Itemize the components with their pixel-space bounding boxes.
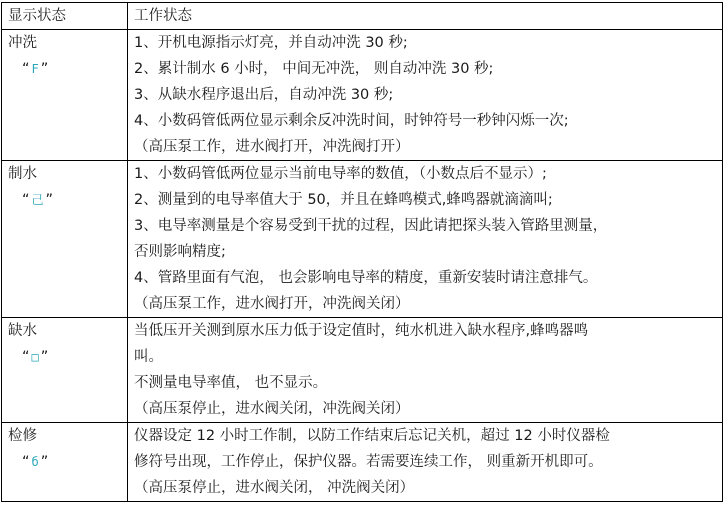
status-table <box>1 2 723 502</box>
status-cell <box>2 318 128 423</box>
description-line: （高压泵停止，进水阀关闭，冲洗阀关闭） <box>134 401 410 417</box>
header-work-status: 工作状态 <box>128 3 723 30</box>
display-code: “F” <box>22 61 51 77</box>
table-row <box>2 30 723 161</box>
description-line: 不测量电导率值， 也不显示。 <box>134 375 328 391</box>
status-cell <box>2 423 128 502</box>
table-row <box>2 318 723 423</box>
description-line: （高压泵停止，进水阀关闭， 冲洗阀关闭） <box>134 480 415 496</box>
status-cell <box>2 161 128 318</box>
description-cell <box>128 423 723 502</box>
description-line: 1、开机电源指示灯亮，并自动冲洗 30 秒; <box>134 35 408 51</box>
segment-glyph: □ <box>31 350 41 364</box>
table-row <box>2 161 723 318</box>
status-cell <box>2 30 128 161</box>
description-line: 2、累计制水 6 小时， 中间无冲洗， 则自动冲洗 30 秒; <box>134 61 494 77</box>
table-header-row <box>2 3 723 30</box>
display-code: “己” <box>22 192 56 208</box>
description-line: 当低压开关测到原水压力低于设定值时，纯水机进入缺水程序,蜂鸣器鸣 <box>134 323 589 339</box>
description-cell <box>128 161 723 318</box>
description-cell <box>128 30 723 161</box>
description-line: （高压泵工作，进水阀打开，冲洗阀关闭） <box>134 296 410 312</box>
description-cell <box>128 318 723 423</box>
status-name: 制水 <box>8 166 37 182</box>
description-line: 1、小数码管低两位显示当前电导率的数值，（小数点后不显示）; <box>134 166 547 182</box>
status-name: 检修 <box>8 428 37 444</box>
description-line: 3、电导率测量是个容易受到干扰的过程，因此请把探头装入管路里测量， <box>134 218 608 234</box>
status-name: 缺水 <box>8 323 37 339</box>
header-display-status: 显示状态 <box>2 3 128 30</box>
segment-glyph: 己 <box>31 193 46 207</box>
description-line: 叫。 <box>134 349 163 365</box>
table-row <box>2 423 723 502</box>
description-line: 2、测量到的电导率值大于 50，并且在蜂鸣模式,蜂鸣器就滴滴叫; <box>134 192 553 208</box>
description-line: 否则影响精度; <box>134 244 226 260</box>
segment-glyph: F <box>31 62 41 76</box>
description-line: 4、管路里面有气泡， 也会影响电导率的精度，重新安装时请注意排气。 <box>134 270 598 286</box>
display-code: “□” <box>22 349 51 365</box>
segment-glyph: б <box>31 455 41 469</box>
display-code: “б” <box>22 454 51 470</box>
description-line: 4、小数码管低两位显示剩余反冲洗时间，时钟符号一秒钟闪烁一次; <box>134 113 569 129</box>
description-line: （高压泵工作，进水阀打开，冲洗阀打开） <box>134 139 410 155</box>
description-line: 仪器设定 12 小时工作制，以防工作结束后忘记关机，超过 12 小时仪器检 <box>134 428 610 444</box>
status-name: 冲洗 <box>8 35 37 51</box>
description-line: 修符号出现，工作停止，保护仪器。若需要连续工作， 则重新开机即可。 <box>134 454 603 470</box>
description-line: 3、从缺水程序退出后，自动冲洗 30 秒; <box>134 87 394 103</box>
